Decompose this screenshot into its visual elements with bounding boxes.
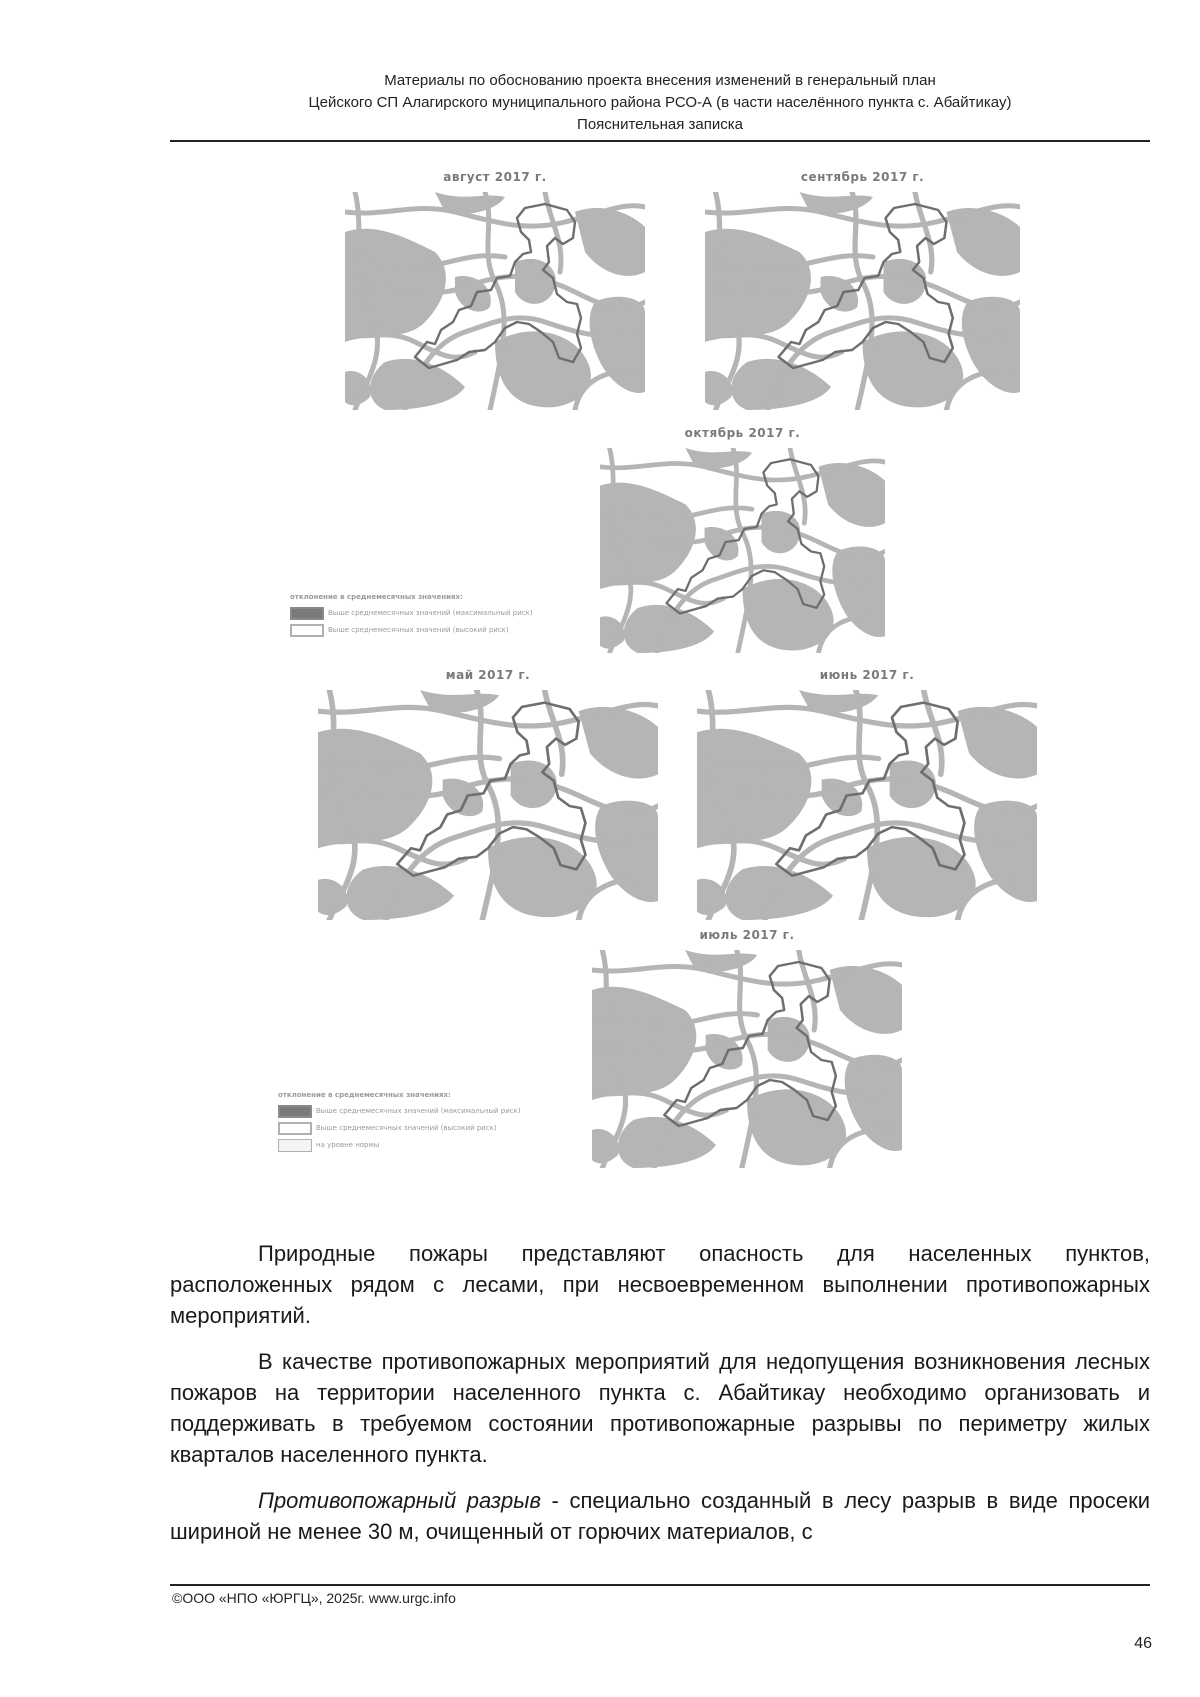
map-image	[592, 950, 902, 1168]
map-title: июль 2017 г.	[699, 928, 795, 942]
map-panel-september	[705, 170, 1020, 410]
legend-label: Выше среднемесячных значений (максимальный риск)	[316, 1107, 521, 1115]
legend-label: на уровне нормы	[316, 1141, 380, 1149]
header-line-3: Пояснительная записка	[577, 116, 743, 133]
legend-swatch-max-risk	[278, 1105, 312, 1118]
map-panel-october	[600, 426, 885, 653]
map-legend-1	[290, 592, 533, 637]
legend-item	[290, 607, 533, 620]
document-header	[170, 70, 1150, 136]
map-panel-may	[318, 668, 658, 920]
header-line-2: Цейского СП Алагирского муниципального района РСО-А (в части населённого пункта с. Абайтикау)	[308, 94, 1012, 111]
paragraph: В качестве противопожарных мероприятий для недопущения возникновения лесных пожаров на территории населенного пункта с. Абайтикау необходимо организовать и поддерживать в требуемом состоянии противопожарные разрывы по периметру жилых кварталов населенного пункта.	[170, 1349, 1150, 1467]
map-image	[318, 690, 658, 920]
term-firebreak: Противопожарный разрыв	[258, 1488, 541, 1513]
legend-label: Выше среднемесячных значений (высокий риск)	[328, 626, 509, 634]
map-panel-august	[345, 170, 645, 410]
legend-label: Выше среднемесячных значений (максимальный риск)	[328, 609, 533, 617]
map-title: июнь 2017 г.	[819, 668, 915, 682]
paragraph-text: - специально созданный в лесу разрыв в виде просеки шириной не менее 30 м, очищенный от горючих материалов, с	[170, 1488, 1151, 1544]
page-number: 46	[1134, 1635, 1152, 1652]
legend-swatch-normal	[278, 1139, 312, 1152]
legend-item	[278, 1122, 521, 1135]
legend-item	[278, 1139, 521, 1152]
legend-item	[278, 1105, 521, 1118]
footer-copyright: ©ООО «НПО «ЮРГЦ», 2025г. www.urgc.info	[172, 1590, 456, 1606]
map-image	[705, 192, 1020, 410]
paragraph: Природные пожары представляют опасность для населенных пунктов, расположенных рядом с лесами, при несвоевременном выполнении противопожарных мероприятий.	[170, 1241, 1150, 1328]
legend-label: Выше среднемесячных значений (высокий риск)	[316, 1124, 497, 1132]
map-title: май 2017 г.	[445, 668, 531, 682]
map-title: октябрь 2017 г.	[684, 426, 801, 440]
legend-swatch-max-risk	[290, 607, 324, 620]
map-panel-june	[697, 668, 1037, 920]
body-text	[170, 1238, 1150, 1562]
map-image	[697, 690, 1037, 920]
legend-title: отклонение в среднемесячных значениях:	[278, 1091, 451, 1099]
map-legend-2	[278, 1090, 521, 1152]
footer-rule	[170, 1584, 1150, 1586]
legend-swatch-high-risk	[278, 1122, 312, 1135]
map-title: август 2017 г.	[443, 170, 547, 184]
map-panel-july	[592, 928, 902, 1168]
map-image	[345, 192, 645, 410]
header-line-1: Материалы по обоснованию проекта внесения изменений в генеральный план	[384, 72, 936, 89]
map-image	[600, 448, 885, 653]
legend-title: отклонение в среднемесячных значениях:	[290, 593, 463, 601]
paragraph	[170, 1485, 1150, 1547]
legend-swatch-high-risk	[290, 624, 324, 637]
map-title: сентябрь 2017 г.	[800, 170, 925, 184]
legend-item	[290, 624, 533, 637]
header-rule	[170, 140, 1150, 142]
